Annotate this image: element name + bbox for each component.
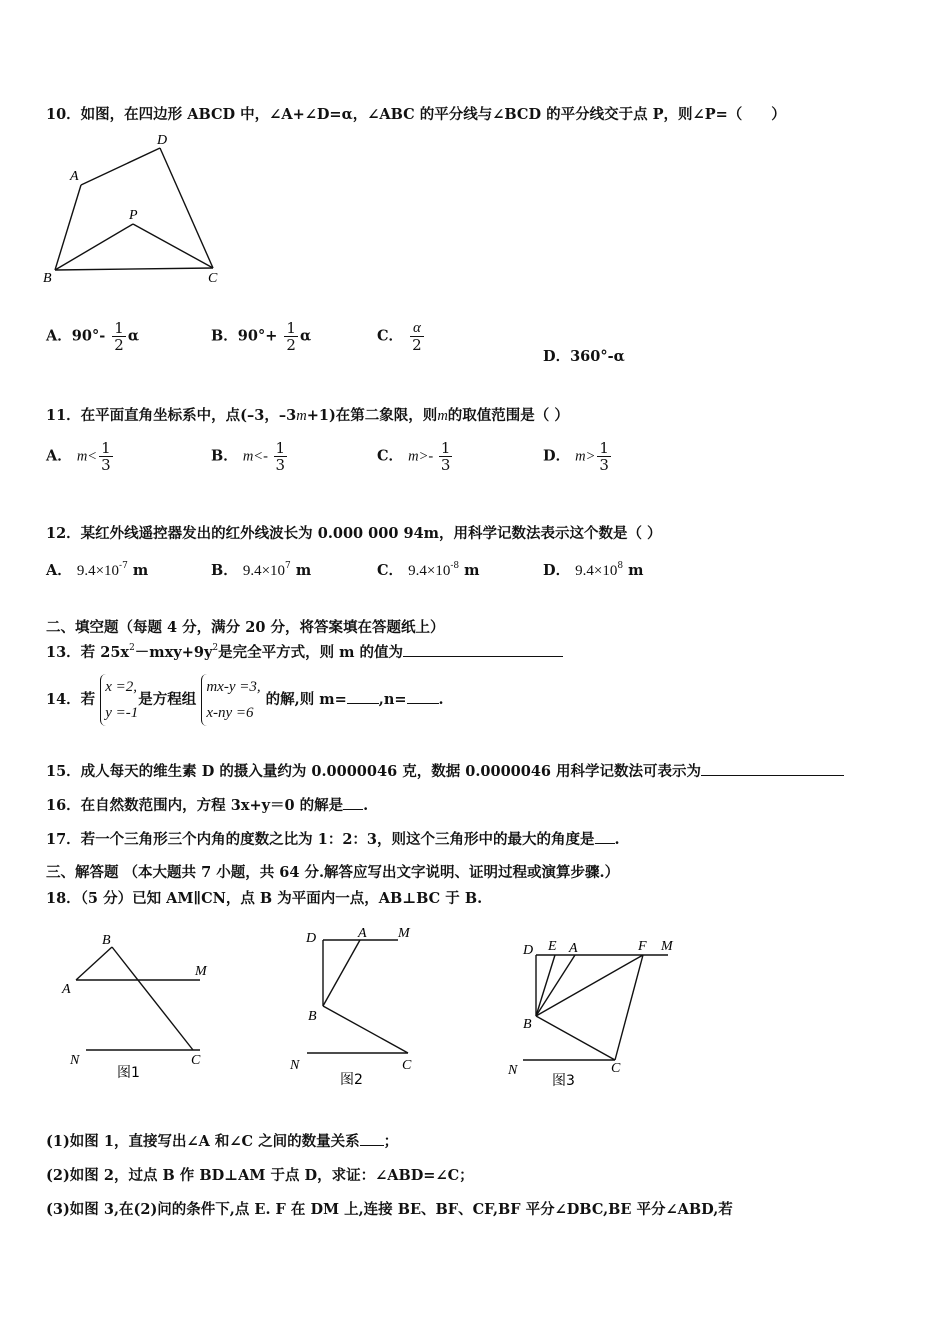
q10-option-b[interactable] — [211, 320, 311, 353]
q18-figure-2 — [285, 920, 425, 1090]
option-label: C． — [377, 562, 404, 579]
option-exponent: -8 — [450, 561, 460, 571]
option-label: C． — [377, 447, 404, 465]
option-label: B． — [211, 447, 238, 465]
option-text: α — [299, 327, 312, 345]
q11-option-d[interactable] — [543, 440, 613, 473]
q10-label-d: D — [157, 133, 168, 148]
option-label: D． — [543, 348, 571, 365]
fig3-label-m: M — [661, 939, 673, 954]
equation-system-solution: x =2, y =-1 — [100, 674, 138, 726]
q10-stem: 10．如图，在四边形 ABCD 中，∠A+∠D=α，∠ABC 的平分线与∠BCD 的平分线交于点 P，则∠P=（ ） — [46, 106, 786, 123]
fig3-label-e: E — [548, 939, 557, 954]
q18-stem: 18．（5 分）已知 AM∥CN，点 B 为平面内一点，AB⊥BC 于 B. — [46, 890, 483, 907]
segment-ab — [76, 947, 112, 980]
option-text: α — [127, 327, 139, 345]
q15: 15．成人每天的维生素 D 的摄入量约为 0.0000046 克，数据 0.0000046 用科学记数法可表示为 — [46, 760, 844, 781]
q11-option-c[interactable] — [377, 440, 454, 473]
answer-blank-n[interactable] — [407, 689, 439, 704]
q12-option-b[interactable] — [211, 559, 311, 580]
segment-cf — [615, 955, 643, 1060]
q18-part-3: (3)如图 3,在(2)问的条件下,点 E. F 在 DM 上,连接 BE、BF、CF,BF 平分∠DBC,BE 平分∠ABD,若 — [46, 1201, 733, 1218]
fig2-label-c: C — [402, 1058, 412, 1073]
q10-figure — [40, 128, 240, 288]
q10-label-c: C — [208, 271, 218, 286]
q17: 17．若一个三角形三个内角的度数之比为 1：2：3，则这个三角形中的最大的角度是 . — [46, 831, 620, 848]
answer-blank[interactable] — [343, 795, 363, 810]
segment-bc — [536, 1016, 615, 1060]
option-label: D． — [543, 447, 571, 465]
q18-figure-1 — [60, 925, 220, 1085]
segment-bc — [112, 947, 193, 1050]
answer-blank[interactable] — [701, 761, 844, 776]
fig2-label-a: A — [358, 926, 367, 941]
fig2-label-b: B — [308, 1009, 317, 1024]
q10-side-bc — [55, 268, 213, 270]
option-unit: m — [132, 562, 149, 579]
fraction: $\frac{1}{3}$ — [599, 439, 609, 474]
option-unit: m — [464, 562, 480, 579]
fraction: $\frac{1}{2}$ — [114, 319, 124, 354]
option-exponent: 8 — [617, 561, 624, 571]
q18-part-2: (2)如图 2，过点 B 作 BD⊥AM 于点 D，求证：∠ABD=∠C； — [46, 1167, 474, 1184]
option-base: 9.4×10 — [575, 563, 618, 579]
q12-stem: 12．某红外线遥控器发出的红外线波长为 0.000 000 94m，用科学记数法表示这个数是（ ） — [46, 525, 662, 542]
fig2-label-m: M — [398, 926, 410, 941]
fig3-label-a: A — [569, 941, 578, 956]
option-label: B． — [211, 327, 238, 345]
q10-bisector-cp — [133, 224, 213, 268]
fig3-label-b: B — [523, 1017, 532, 1032]
fig3-label-d: D — [523, 943, 534, 958]
fig3-label-n: N — [508, 1063, 518, 1078]
answer-blank[interactable] — [360, 1131, 384, 1146]
fig2-label-d: D — [306, 931, 317, 946]
answer-blank[interactable] — [403, 642, 563, 657]
fraction: $\frac{1}{3}$ — [440, 439, 451, 474]
fig3-caption: 图3 — [552, 1073, 575, 1089]
option-label: A． — [46, 562, 72, 579]
answer-blank-m[interactable] — [347, 689, 379, 704]
fraction: $\frac{1}{2}$ — [286, 319, 296, 354]
q11-option-a[interactable] — [46, 440, 115, 473]
q16: 16．在自然数范围内，方程 3x+y＝0 的解是 . — [46, 797, 369, 814]
fig3-label-c: C — [611, 1061, 621, 1076]
fig1-label-m: M — [195, 964, 207, 979]
q10-option-d[interactable] — [543, 345, 625, 366]
q10-label-a: A — [70, 169, 79, 184]
option-unit: m — [628, 562, 644, 579]
option-label: A． — [46, 447, 72, 465]
fraction: $\frac{1}{3}$ — [275, 439, 286, 474]
option-expr: m> — [575, 448, 596, 465]
section-2-heading: 二、填空题（每题 4 分，满分 20 分，将答案填在答题纸上） — [46, 619, 445, 636]
q13: 13．若 $25x^2-mxy+9y^2$是完全平方式，则 m 的值为 — [46, 641, 563, 662]
option-expr: m>- — [408, 448, 437, 465]
q18-part-1: (1)如图 1，直接写出∠A 和∠C 之间的数量关系 ； — [46, 1133, 399, 1150]
option-label: B． — [211, 562, 238, 579]
fig2-label-n: N — [290, 1058, 300, 1073]
q11-option-b[interactable] — [211, 440, 289, 473]
answer-blank[interactable] — [595, 829, 615, 844]
option-text: 360°-α — [570, 348, 625, 365]
q14: 14．若 x =2, y =-1 是方程组 mx-y =3, x-ny =6 的解,则 m= ,n= . — [46, 674, 444, 726]
q18-figure-3 — [505, 930, 695, 1090]
q11-stem: 11．在平面直角坐标系中，点(–3，–3m+1)在第二象限，则m的取值范围是（ ） — [46, 407, 569, 424]
q12-option-d[interactable] — [543, 559, 644, 580]
fraction: $\frac{1}{3}$ — [101, 439, 111, 474]
q10-label-p: P — [129, 208, 138, 223]
equation-system: mx-y =3, x-ny =6 — [201, 674, 260, 726]
option-exponent: -7 — [119, 561, 128, 571]
option-expr: m< — [76, 448, 98, 465]
option-label: D． — [543, 562, 571, 579]
segment-bc — [323, 1006, 408, 1053]
q10-side-dc — [160, 148, 213, 268]
option-unit: m — [295, 562, 312, 579]
q10-label-b: B — [43, 271, 52, 286]
fig2-caption: 图2 — [340, 1072, 363, 1088]
q10-side-ad — [81, 148, 160, 185]
q12-option-a[interactable] — [46, 559, 148, 580]
fig1-label-n: N — [70, 1053, 80, 1068]
q12-option-c[interactable] — [377, 559, 480, 580]
option-base: 9.4×10 — [242, 563, 286, 579]
fraction: $\frac{\alpha}{2}$ — [412, 320, 422, 354]
option-exponent: 7 — [285, 561, 291, 571]
option-expr: m<- — [242, 448, 272, 465]
fig1-label-a: A — [62, 982, 71, 997]
segment-ba — [536, 955, 575, 1016]
fig1-label-c: C — [191, 1053, 201, 1068]
fig1-caption: 图1 — [117, 1065, 140, 1081]
option-base: 9.4×10 — [408, 563, 451, 579]
q10-option-c[interactable] — [377, 320, 426, 353]
fig3-label-f: F — [638, 939, 647, 954]
option-base: 9.4×10 — [76, 563, 120, 579]
option-label: A． — [46, 327, 72, 345]
option-text: 90°+ — [237, 327, 278, 345]
option-label: C． — [377, 327, 404, 345]
q10-option-a[interactable] — [46, 320, 139, 353]
section-3-heading: 三、解答题 （本大题共 7 小题，共 64 分.解答应写出文字说明、证明过程或演算步骤.） — [46, 864, 620, 881]
fig1-label-b: B — [102, 933, 111, 948]
segment-ab — [323, 940, 360, 1006]
option-text: 90°- — [71, 327, 106, 345]
